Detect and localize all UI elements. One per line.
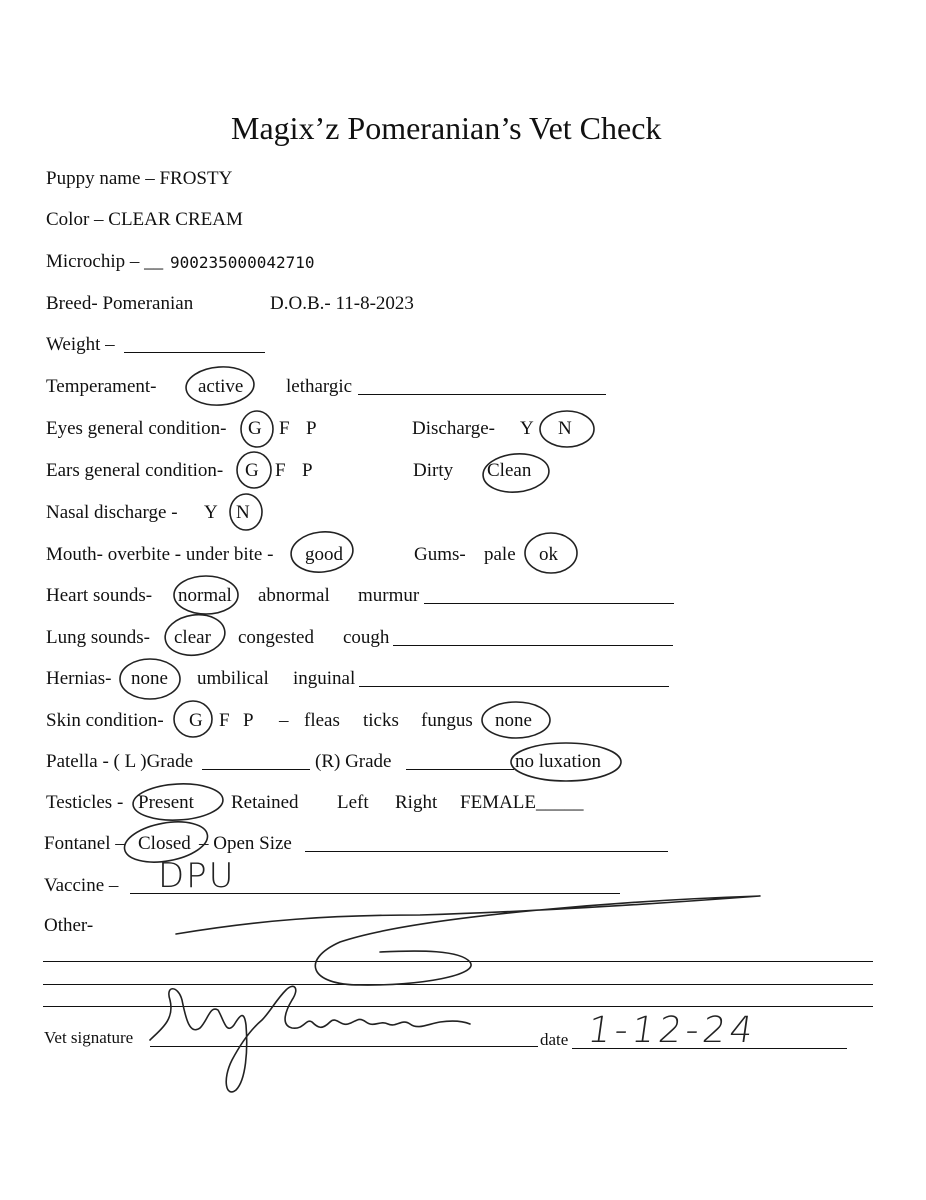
- lung-line: [393, 645, 673, 646]
- skin-fleas: fleas: [304, 710, 340, 731]
- vaccine-handwritten: DPU: [158, 856, 236, 896]
- temperament-lethargic: lethargic: [286, 376, 353, 397]
- weight-line: [124, 352, 265, 353]
- eyes-g: G: [248, 418, 262, 439]
- mouth-good: good: [305, 544, 343, 565]
- ears-label: Ears general condition-: [46, 460, 224, 481]
- eyes-f: F: [279, 418, 290, 439]
- lung-cough: cough: [343, 627, 390, 648]
- color-field: Color – CLEAR CREAM: [46, 209, 243, 230]
- hernias-label: Hernias-: [46, 668, 112, 689]
- ears-p: P: [302, 460, 313, 481]
- nasal-n: N: [236, 502, 250, 523]
- patella-left-line: [202, 769, 310, 770]
- lung-congested: congested: [238, 627, 314, 648]
- nasal-y: Y: [204, 502, 218, 523]
- vet-signature-label: Vet signature: [44, 1028, 134, 1047]
- patella-right-line: [406, 769, 514, 770]
- other-label: Other-: [44, 915, 94, 936]
- gums-ok: ok: [539, 544, 558, 565]
- temperament-line: [358, 394, 606, 395]
- patella-label: Patella - ( L )Grade: [46, 751, 193, 772]
- lung-clear: clear: [174, 627, 211, 648]
- skin-dash: –: [279, 710, 289, 731]
- page-title: Magix’z Pomeranian’s Vet Check: [231, 110, 662, 146]
- weight-label: Weight –: [46, 334, 115, 355]
- skin-ticks: ticks: [363, 710, 399, 731]
- breed-field: Breed- Pomeranian: [46, 293, 194, 314]
- date-label: date: [540, 1030, 569, 1049]
- skin-p: P: [243, 710, 254, 731]
- gums-label: Gums-: [414, 544, 466, 565]
- temperament-active: active: [198, 376, 244, 397]
- testicles-left: Left: [337, 792, 369, 813]
- date-handwritten: 1-12-24: [585, 1010, 760, 1051]
- ears-dirty: Dirty: [413, 460, 454, 481]
- testicles-right: Right: [395, 792, 438, 813]
- nasal-label: Nasal discharge -: [46, 502, 178, 523]
- patella-no-luxation: no luxation: [515, 751, 602, 772]
- fontanel-label: Fontanel –: [44, 833, 125, 854]
- gums-pale: pale: [484, 544, 516, 565]
- discharge-y: Y: [520, 418, 534, 439]
- patella-right-label: (R) Grade: [315, 751, 392, 772]
- fontanel-open: – Open Size: [199, 833, 292, 854]
- skin-f: F: [219, 710, 230, 731]
- fontanel-line: [305, 851, 668, 852]
- heart-murmur: murmur: [358, 585, 420, 606]
- fontanel-closed: Closed: [138, 833, 191, 854]
- puppy-name: Puppy name – FROSTY: [46, 168, 233, 189]
- microchip-label: Microchip – __: [46, 251, 164, 272]
- ears-g: G: [245, 460, 259, 481]
- temperament-label: Temperament-: [46, 376, 157, 397]
- testicles-retained: Retained: [231, 792, 299, 813]
- testicles-female: FEMALE_____: [460, 792, 584, 813]
- vaccine-label: Vaccine –: [44, 875, 119, 896]
- skin-none: none: [495, 710, 532, 731]
- ears-clean: Clean: [487, 460, 532, 481]
- ears-f: F: [275, 460, 286, 481]
- signature-line: [150, 1046, 538, 1047]
- heart-abnormal: abnormal: [258, 585, 330, 606]
- microchip-value: 900235000042710: [170, 253, 315, 272]
- heart-label: Heart sounds-: [46, 585, 153, 606]
- skin-label: Skin condition-: [46, 710, 164, 731]
- testicles-present: Present: [138, 792, 194, 813]
- eyes-label: Eyes general condition-: [46, 418, 227, 439]
- hernias-inguinal: inguinal: [293, 668, 356, 689]
- lung-label: Lung sounds-: [46, 627, 150, 648]
- discharge-n: N: [558, 418, 572, 439]
- signature-scribble: [150, 986, 470, 1092]
- heart-normal: normal: [178, 585, 232, 606]
- discharge-label: Discharge-: [412, 418, 496, 439]
- mouth-label: Mouth- overbite - under bite -: [46, 544, 274, 565]
- other-scribble: [176, 896, 760, 985]
- skin-g: G: [189, 710, 203, 731]
- eyes-p: P: [306, 418, 317, 439]
- hernias-umbilical: umbilical: [197, 668, 269, 689]
- heart-line: [424, 603, 674, 604]
- skin-fungus: fungus: [421, 710, 473, 731]
- other-line-1: [43, 961, 873, 962]
- other-line-3: [43, 1006, 873, 1007]
- hernias-line: [359, 686, 669, 687]
- other-line-2: [43, 984, 873, 985]
- dob-field: D.O.B.- 11-8-2023: [270, 293, 414, 314]
- testicles-label: Testicles -: [46, 792, 124, 813]
- hernias-none: none: [131, 668, 168, 689]
